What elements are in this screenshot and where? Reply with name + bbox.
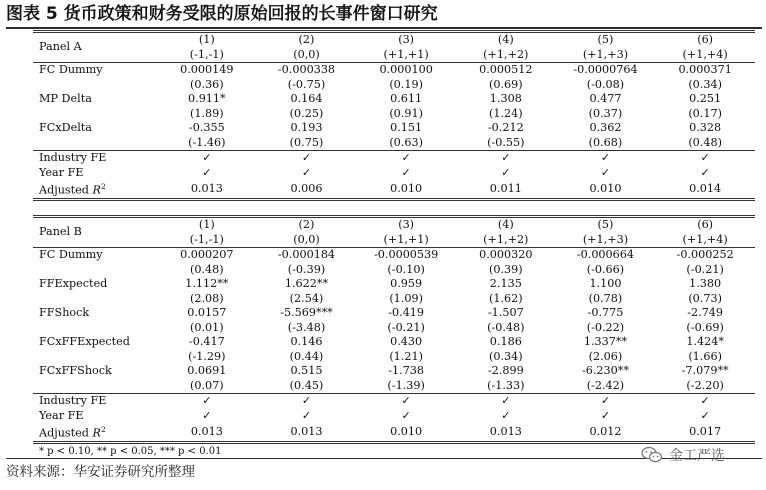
column-number: (4) [456,217,556,233]
coefficient-row [33,63,755,78]
column-number: (2) [257,32,357,48]
coefficient-cell: 0.164 [290,92,323,105]
coefficient-row [33,277,755,292]
check-icon: ✓ [401,165,411,179]
empty-label [33,107,157,122]
check-icon: ✓ [600,151,611,164]
empty-label [33,78,157,93]
coefficient-cell: -5.569*** [280,306,333,320]
watermark-text: 金工严选 [669,448,725,464]
coefficient-cell: 2.135 [489,277,522,291]
variable-label: FFExpected [39,277,108,291]
regression-table-figure [33,30,755,460]
t-stat-cell: (0.19) [389,77,423,91]
t-stat-cell: (-0.39) [287,262,326,276]
coefficient-cell: 0.251 [689,92,722,105]
t-stat-cell: (0.48) [190,262,224,276]
coefficient-cell: 0.000371 [678,63,732,76]
t-stat-cell: (-1.29) [188,349,226,363]
coefficient-cell: 0.000207 [180,248,234,262]
column-number: (5) [556,217,656,233]
coefficient-cell: -0.000664 [576,248,635,262]
column-number: (4) [456,32,556,48]
t-stat-cell: (-0.21) [387,320,425,334]
t-stat-row [33,263,755,278]
check-icon: ✓ [501,151,511,164]
t-stat-row [33,350,755,365]
event-window: (+1,+4) [655,48,755,63]
adjusted-r2-cell: 0.006 [257,180,357,200]
t-stat-cell: (1.09) [389,291,423,305]
t-stat-cell: (-3.48) [287,320,326,334]
r2-symbol: R [92,426,101,440]
coefficient-cell: 0.146 [290,335,323,349]
coefficient-cell: 0.430 [390,335,423,349]
panel-label: Panel B [33,217,157,248]
coefficient-cell: -0.775 [587,306,624,320]
check-icon: ✓ [600,165,611,179]
t-stat-cell: (-0.69) [686,320,724,334]
coefficient-cell: 0.959 [390,277,423,291]
adjusted-r2-cell: 0.013 [157,180,257,200]
check-icon: ✓ [301,151,312,164]
check-icon: ✓ [600,394,611,408]
coefficient-cell: 0.362 [589,121,622,134]
t-stat-cell: (0.78) [588,291,623,305]
event-window: (+1,+3) [556,233,656,248]
title-rule [6,27,762,29]
r2-superscript: 2 [100,182,106,191]
adjusted-r2-cell: 0.012 [556,423,656,443]
t-stat-cell: (-2.42) [556,379,656,394]
fixed-effect-label: Year FE [39,408,84,422]
t-stat-cell: (0.68) [556,136,656,151]
t-stat-cell: (2.06) [588,349,623,363]
adjusted-r2-cell: 0.013 [157,423,257,443]
t-stat-row [33,78,755,93]
column-number: (6) [655,32,755,48]
t-stat-cell: (0.45) [257,379,357,394]
panel-gap [33,201,755,215]
check-icon: ✓ [700,408,710,422]
adjusted-r2-cell: 0.010 [356,423,456,443]
event-window: (-1,-1) [157,48,257,63]
coefficient-cell: -1.738 [388,364,425,378]
coefficient-cell: -0.355 [188,121,225,134]
event-window: (-1,-1) [157,233,257,248]
panel-a-table [33,30,755,201]
event-window: (+1,+1) [356,48,456,63]
t-stat-cell: (-0.75) [287,77,326,91]
t-stat-row [33,379,755,394]
adjusted-r2-row [33,180,755,200]
check-icon: ✓ [501,394,511,408]
coefficient-row [33,364,755,379]
coefficient-cell: -0.000184 [277,248,336,262]
t-stat-cell: (-1.33) [456,379,556,394]
coefficient-cell: 0.193 [290,121,323,134]
fixed-effect-row [33,394,755,409]
coefficient-cell: 1.308 [489,92,522,105]
coefficient-cell: 1.100 [589,277,622,291]
t-stat-cell: (0.48) [655,136,755,151]
coefficient-cell: 1.622** [284,277,329,291]
coefficient-cell: -2.749 [687,306,724,320]
check-icon: ✓ [301,394,312,408]
empty-label [33,379,157,394]
check-icon: ✓ [401,394,411,408]
coefficient-cell: 1.337** [583,335,628,349]
t-stat-cell: (0.34) [488,349,523,363]
coefficient-cell: 0.477 [589,92,622,105]
t-stat-cell: (0.75) [257,136,357,151]
panel-label: Panel A [33,32,157,63]
t-stat-cell: (-0.55) [456,136,556,151]
coefficient-cell: -0.0000764 [573,63,638,76]
t-stat-cell: (1.66) [688,349,722,363]
coefficient-cell: 0.000512 [479,63,533,76]
adjusted-r2-label [33,180,157,200]
t-stat-cell: (0.44) [289,349,324,363]
t-stat-cell: (0.07) [157,379,257,394]
event-window: (+1,+2) [456,48,556,63]
fixed-effect-row [33,151,755,166]
t-stat-cell: (-0.21) [686,262,724,276]
adjusted-r2-cell: 0.010 [556,180,656,200]
t-stat-cell: (1.89) [190,106,224,120]
variable-label: FCxFFExpected [39,335,130,349]
coefficient-cell: -6.230** [581,364,629,378]
t-stat-cell: (0.36) [190,77,224,91]
empty-label [33,263,157,278]
coefficient-cell: 0.0691 [187,364,227,378]
t-stat-cell: (-0.10) [387,262,425,276]
t-stat-cell: (-2.20) [655,379,755,394]
header-row [33,217,755,233]
event-window: (0,0) [257,48,357,63]
source-text: 资料来源：华安证券研究所整理 [6,464,195,480]
t-stat-cell: (0.69) [488,77,523,91]
coefficient-cell: -0.417 [188,335,225,349]
adjusted-r2-cell: 0.011 [456,180,556,200]
check-icon: ✓ [401,151,411,164]
adjusted-r2-label [33,423,157,443]
check-icon: ✓ [202,394,212,408]
variable-label: FC Dummy [39,248,103,262]
t-stat-cell: (0.91) [389,106,423,120]
coefficient-cell: -2.899 [487,364,524,378]
column-number: (5) [556,32,656,48]
t-stat-cell: (2.08) [190,291,224,305]
t-stat-cell: (0.01) [190,320,224,334]
wechat-icon [641,446,663,464]
check-icon: ✓ [501,165,511,179]
check-icon: ✓ [202,165,212,179]
watermark [641,444,725,466]
variable-label: MP Delta [39,92,92,105]
check-icon: ✓ [301,165,312,179]
t-stat-cell: (0.37) [588,106,623,120]
variable-label: FFShock [39,306,90,320]
coefficient-row [33,248,755,263]
adjusted-r2-cell: 0.017 [655,423,755,443]
coefficient-row [33,92,755,107]
fixed-effect-row [33,409,755,424]
variable-label: FC Dummy [39,63,103,76]
check-icon: ✓ [202,408,212,422]
coefficient-row [33,335,755,350]
t-stat-row [33,136,755,151]
t-stat-cell: (-1.46) [157,136,257,151]
t-stat-cell: (1.21) [389,349,423,363]
variable-label: FCxFFShock [39,364,112,378]
t-stat-cell: (0.34) [688,77,722,91]
coefficient-cell: -7.079** [681,364,729,378]
panel-b-table [33,215,755,444]
column-number: (1) [157,32,257,48]
fixed-effect-label: Industry FE [39,394,107,408]
coefficient-cell: 1.424* [686,335,724,349]
coefficient-cell: -0.419 [388,306,425,320]
event-window: (+1,+2) [456,233,556,248]
coefficient-cell: 0.0157 [187,306,227,320]
empty-label [33,292,157,307]
t-stat-cell: (1.62) [488,291,523,305]
adjusted-r2-cell: 0.014 [655,180,755,200]
coefficient-cell: 0.515 [290,364,323,378]
empty-label [33,350,157,365]
adjusted-r2-cell: 0.013 [257,423,357,443]
coefficient-cell: 0.328 [689,121,722,134]
t-stat-cell: (2.54) [289,291,324,305]
empty-label [33,321,157,336]
coefficient-cell: 0.000320 [479,248,533,262]
t-stat-cell: (0.25) [289,106,324,120]
adjusted-r2-cell: 0.010 [356,180,456,200]
event-window: (+1,+1) [356,233,456,248]
column-number: (3) [356,32,456,48]
event-window: (+1,+3) [556,48,656,63]
column-number: (2) [257,217,357,233]
t-stat-cell: (-0.66) [586,262,625,276]
fixed-effect-label: Industry FE [39,151,107,164]
event-window: (0,0) [257,233,357,248]
coefficient-cell: -0.0000539 [374,248,439,262]
coefficient-row [33,121,755,136]
fixed-effect-row [33,166,755,181]
fixed-effect-label: Year FE [39,165,84,179]
r2-superscript: 2 [100,425,106,435]
empty-label [33,136,157,151]
t-stat-cell: (-0.22) [586,320,625,334]
adjusted-r2-cell: 0.013 [456,423,556,443]
coefficient-cell: 0.000149 [180,63,234,76]
check-icon: ✓ [700,394,710,408]
note-text: * p < 0.10, ** p < 0.05, *** p < 0.01 [39,446,222,458]
column-number: (3) [356,217,456,233]
coefficient-cell: 1.112** [185,277,229,291]
coefficient-cell: 1.380 [689,277,722,291]
t-stat-cell: (-0.08) [586,77,625,91]
coefficient-cell: 0.151 [390,121,423,134]
column-number: (1) [157,217,257,233]
coefficient-cell: -0.000338 [277,63,336,76]
figure-title: 图表 5 货币政策和财务受限的原始回报的长事件窗口研究 [6,4,438,24]
coefficient-cell: -0.212 [487,121,524,134]
r2-symbol: R [92,183,101,197]
adjusted-text: Adjusted [39,426,89,440]
coefficient-cell: 0.186 [489,335,522,349]
check-icon: ✓ [700,165,710,179]
t-stat-cell: (0.17) [688,106,722,120]
adjusted-r2-row [33,423,755,443]
event-window: (+1,+4) [655,233,755,248]
t-stat-row [33,321,755,336]
check-icon: ✓ [600,408,611,422]
coefficient-cell: -0.000252 [676,248,734,262]
t-stat-cell: (0.73) [688,291,722,305]
t-stat-cell: (-0.48) [487,320,525,334]
variable-label: FCxDelta [39,121,92,134]
t-stat-cell: (0.63) [356,136,456,151]
t-stat-row [33,292,755,307]
adjusted-text: Adjusted [39,183,89,197]
check-icon: ✓ [501,408,511,422]
column-number: (6) [655,217,755,233]
coefficient-cell: 0.911* [188,92,226,105]
check-icon: ✓ [401,408,411,422]
t-stat-cell: (-1.39) [356,379,456,394]
t-stat-cell: (0.39) [488,262,523,276]
check-icon: ✓ [202,151,212,164]
check-icon: ✓ [700,151,710,164]
t-stat-row [33,107,755,122]
coefficient-cell: -1.507 [487,306,524,320]
coefficient-row [33,306,755,321]
check-icon: ✓ [301,408,312,422]
t-stat-cell: (1.24) [488,106,523,120]
coefficient-cell: 0.000100 [379,63,433,76]
header-row [33,32,755,48]
coefficient-cell: 0.611 [390,92,423,105]
